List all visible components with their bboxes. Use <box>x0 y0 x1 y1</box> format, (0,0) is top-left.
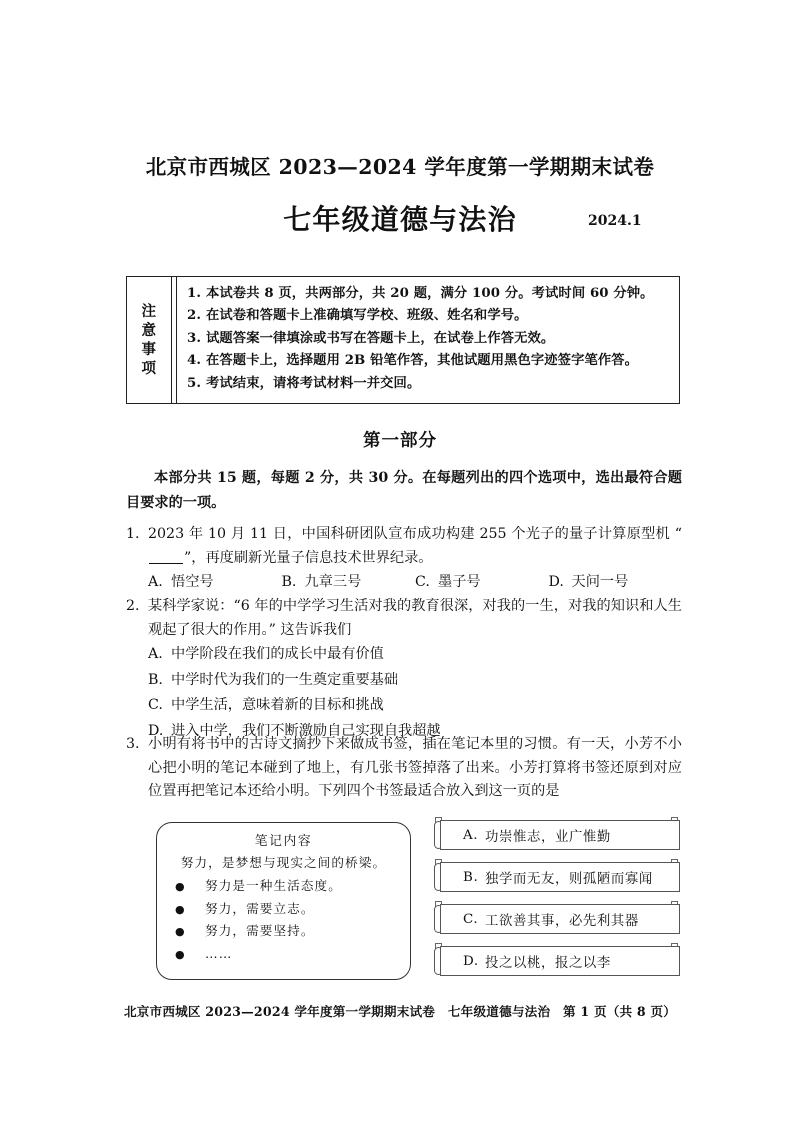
notice-item-text: 考试结束，请将考试材料一并交回。 <box>206 375 421 391</box>
question-1-stem <box>148 523 682 570</box>
bullet-icon: ● <box>175 902 186 916</box>
option-c-text: 墨子号 <box>438 574 481 590</box>
notice-item <box>187 305 671 327</box>
exam-date: 2024.1 <box>588 213 642 229</box>
question-2 <box>126 595 682 744</box>
bookmark-option-b[interactable] <box>432 862 680 892</box>
option-b-text: 中学时代为我们的一生奠定重要基础 <box>171 671 399 688</box>
option-b[interactable] <box>148 668 682 694</box>
question-2-body <box>126 595 682 642</box>
option-a[interactable] <box>148 642 682 668</box>
bookmark-a-mark: A. <box>463 827 479 843</box>
question-2-options <box>148 642 682 744</box>
notice-item-number: 4. <box>187 353 202 369</box>
option-a-text: 中学阶段在我们的成长中最有价值 <box>171 646 384 662</box>
option-c[interactable] <box>415 571 549 595</box>
option-b[interactable] <box>282 571 416 595</box>
bookmark-c-mark: C. <box>463 911 479 927</box>
bookmark-b-plate <box>440 862 680 892</box>
option-c-text: 中学生活，意味着新的目标和挑战 <box>171 697 384 713</box>
answer-blank <box>149 563 183 564</box>
notebook-bullet <box>167 898 400 921</box>
notice-list <box>177 277 679 403</box>
option-b-text: 九章三号 <box>304 574 362 590</box>
notebook-lead-text: 努力，是梦想与现实之间的桥梁。 <box>180 855 387 870</box>
question-2-stem: 某科学家说：“6 年的中学学习生活对我的教育很深，对我的一生，对我的知识和人生观起了很大的作用。” 这告诉我们 <box>148 598 682 638</box>
question-3 <box>126 733 682 804</box>
question-1 <box>126 523 682 595</box>
notebook-bullet-text: 努力，需要坚持。 <box>205 923 315 938</box>
question-3-number: 3. <box>126 736 140 752</box>
notice-label-char: 事 <box>141 341 157 358</box>
bullet-icon: ● <box>175 925 186 938</box>
bullet-icon: ● <box>175 947 186 961</box>
option-a-mark: A. <box>148 574 163 590</box>
bookmark-c-text: 工欲善其事，必先利其器 <box>485 913 639 929</box>
option-c[interactable] <box>148 693 682 719</box>
bookmark-d-plate <box>440 946 680 976</box>
bookmark-d-text: 投之以桃，报之以李 <box>485 955 611 971</box>
notice-item <box>187 328 671 350</box>
option-d-text: 进入中学，我们不断激励自己实现自我超越 <box>171 722 441 739</box>
question-1-stem-after: ”，再度刷新光量子信息技术世界纪录。 <box>184 549 433 566</box>
notice-item-text: 在试卷和答题卡上准确填写学校、班级、姓名和学号。 <box>206 308 528 324</box>
option-a-text: 悟空号 <box>171 574 214 590</box>
bookmark-option-c[interactable] <box>432 904 680 934</box>
notebook-bullet <box>167 943 400 966</box>
question-1-options <box>148 571 682 595</box>
bookmark-b-mark: B. <box>463 869 479 885</box>
notice-item-number: 1. <box>187 286 202 301</box>
option-b-mark: B. <box>148 671 163 688</box>
notice-item <box>187 283 671 305</box>
notebook-title: 笔记内容 <box>254 834 313 849</box>
question-1-body <box>126 523 682 570</box>
option-b-mark: B. <box>281 574 297 590</box>
question-1-stem-before: 2023 年 10 月 11 日，中国科研团队宣布成功构建 255 个光子的量子计算原型机 “ <box>148 526 682 542</box>
notice-item-number: 3. <box>187 330 202 346</box>
page-footer: 北京市西城区 2023—2024 学年度第一学期期末试卷 七年级道德与法治 第 1 页（共 8 页） <box>123 1004 677 1019</box>
notice-item-number: 2. <box>187 308 202 324</box>
page-title: 北京市西城区 2023—2024 学年度第一学期期末试卷 <box>145 155 655 179</box>
notice-label <box>127 277 171 403</box>
notice-label-char: 项 <box>141 360 157 378</box>
notice-label-char: 注 <box>141 302 157 320</box>
notice-item-number: 5. <box>187 375 202 391</box>
notice-item <box>187 350 671 372</box>
option-a[interactable] <box>148 571 282 595</box>
option-d-text: 天问一号 <box>571 574 629 590</box>
question-3-stem: 小明有将书中的古诗文摘抄下来做成书签，插在笔记本里的习惯。有一天，小芳不小心把小明的笔记本碰到了地上，有几张书签掉落了出来。小芳打算将书签还原到对应位置再把笔记本还给小明。下列四个书签最适合放入到这一页的是 <box>148 736 682 799</box>
option-d-mark: D. <box>548 574 564 590</box>
notice-item <box>187 373 671 395</box>
notice-box <box>126 276 680 404</box>
notebook-bullet <box>167 875 400 898</box>
question-3-body <box>126 733 682 804</box>
notebook-bullet-text: …… <box>205 945 233 961</box>
bookmark-c-plate <box>440 904 680 934</box>
notebook-bullet <box>167 920 400 943</box>
section-heading: 第一部分 <box>363 431 437 451</box>
notebook-figure <box>156 822 411 980</box>
option-a-mark: A. <box>148 646 163 662</box>
subject-title: 七年级道德与法治 <box>283 203 517 236</box>
bookmark-a-plate <box>440 820 680 850</box>
option-c-mark: C. <box>415 574 430 590</box>
question-2-number: 2. <box>126 598 140 614</box>
option-d-mark: D. <box>148 722 164 739</box>
bookmark-option-d[interactable] <box>432 946 680 976</box>
notice-item-text: 在答题卡上，选择题用 2B 铅笔作答，其他试题用黑色字迹签字笔作答。 <box>206 353 639 369</box>
bookmark-a-text: 功崇惟志，业广惟勤 <box>485 829 611 845</box>
bookmark-option-a[interactable] <box>432 820 680 850</box>
option-c-mark: C. <box>148 697 163 713</box>
question-1-number: 1. <box>126 526 140 542</box>
notebook-bullet-text: 努力，需要立志。 <box>205 900 315 916</box>
bookmark-b-text: 独学而无友，则孤陋而寡闻 <box>485 871 653 887</box>
notice-item-text: 本试卷共 8 页，共两部分，共 20 题，满分 100 分。考试时间 60 分钟。 <box>206 286 654 301</box>
notice-item-text: 试题答案一律填涂或书写在答题卡上，在试卷上作答无效。 <box>206 330 555 346</box>
bookmark-d-mark: D. <box>463 953 479 969</box>
section-instructions: 本部分共 15 题，每题 2 分，共 30 分。在每题列出的四个选项中，选出最符合题目要求的一项。 <box>126 470 682 511</box>
bullet-icon: ● <box>175 880 186 893</box>
notice-label-char: 意 <box>141 321 157 339</box>
option-d[interactable] <box>549 571 683 595</box>
notebook-bullet-text: 努力是一种生活态度。 <box>205 878 342 893</box>
